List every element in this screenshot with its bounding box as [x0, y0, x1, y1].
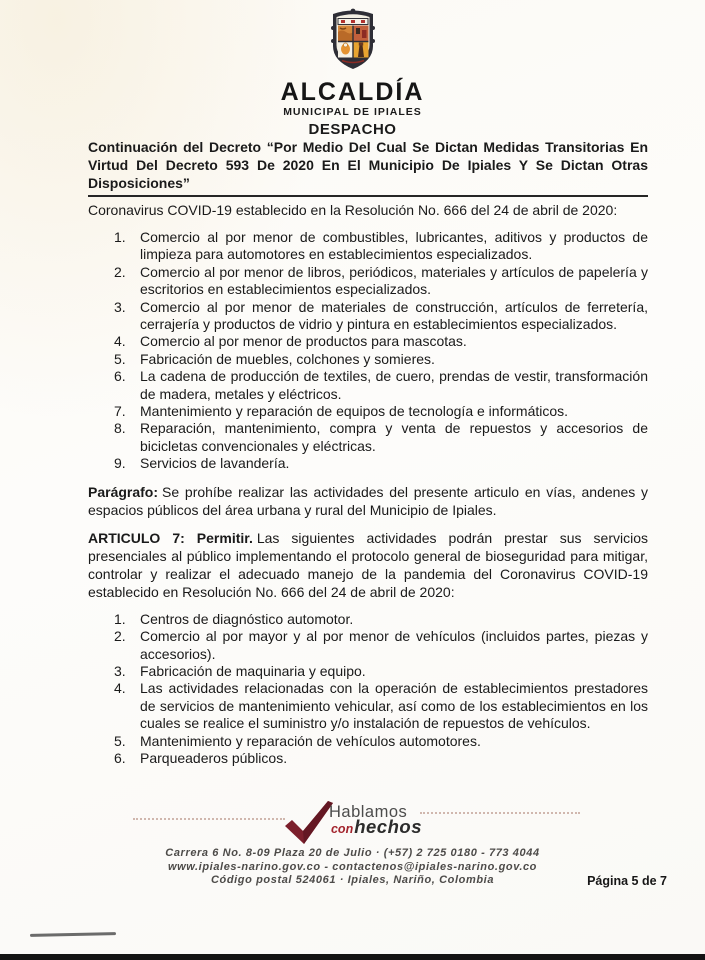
page-number: Página 5 de 7	[587, 874, 667, 888]
permitted-activities-list-2	[88, 611, 648, 768]
list-item: Fabricación de maquinaria y equipo.	[140, 662, 366, 679]
slogan-word-hechos: hechos	[354, 816, 422, 837]
articulo-7-label: ARTICULO 7: Permitir.	[88, 529, 253, 546]
list-item: Comercio al por mayor y al por menor de vehículos (incluidos partes, piezas y accesorios).	[140, 628, 648, 662]
checkmark-icon	[283, 800, 335, 851]
list-item: Parqueaderos públicos.	[140, 749, 288, 766]
letterhead	[0, 0, 705, 138]
paragrafo-text: Se prohíbe realizar las actividades del presente articulo en vías, andenes y espacios públicos del área urbana y rural del Municipio de Ipiales.	[88, 483, 648, 518]
paragrafo-label: Parágrafo:	[88, 483, 159, 500]
list-item: La cadena de producción de textiles, de cuero, prendas de vestir, transformación de madera, metales y eléctricos.	[140, 368, 648, 402]
paragrafo-clause	[88, 483, 648, 519]
hablamos-con-hechos-logo	[0, 796, 705, 851]
list-item: Comercio al por menor de materiales de construcción, artículos de ferretería, cerrajería y productos de vidrio y pintura en establecimientos especializados.	[140, 298, 648, 333]
list-item: Comercio al por menor de productos para mascotas.	[140, 333, 467, 350]
list-item: Comercio al por menor de libros, periódicos, materiales y artículos de papelería y escritorios en establecimientos especializados.	[140, 263, 648, 298]
letterhead-title: ALCALDÍA	[280, 78, 425, 106]
list-item: Fabricación de muebles, colchones y somieres.	[140, 350, 435, 367]
articulo-7-clause	[88, 529, 648, 601]
list-item: Centros de diagnóstico automotor.	[140, 610, 354, 627]
document-body	[88, 138, 648, 767]
footer-address-line-2: www.ipiales-narino.gov.co - contactenos@ipiales-narino.gov.co	[167, 860, 538, 873]
list-item: Reparación, mantenimiento, compra y venta de repuestos y accesorios de bicicletas convencionales y eléctricas.	[140, 420, 648, 454]
list-item: Las actividades relacionadas con la operación de establecimientos prestadores de servicios de mantenimiento vehicular, así como de los establecimientos en los cuales se realice el suministro y/o instalación de repuestos de vehículos.	[140, 680, 648, 732]
scan-edge-bar	[0, 954, 705, 960]
list-item: Comercio al por menor de combustibles, lubricantes, aditivos y productos de limpieza para automotores en establecimientos especializados.	[140, 229, 648, 263]
letterhead-subtitle: MUNICIPAL DE IPIALES	[283, 106, 422, 118]
covid-resolution-intro: Coronavirus COVID-19 establecido en la Resolución No. 666 del 24 de abril de 2020:	[88, 202, 618, 218]
list-item: Mantenimiento y reparación de vehículos automotores.	[140, 732, 481, 749]
footer-address-line-3: Código postal 524061 · Ipiales, Nariño, Colombia	[210, 874, 495, 886]
municipal-coat-of-arms-icon	[324, 8, 382, 77]
footer-address-line-1: Carrera 6 No. 8-09 Plaza 20 de Julio · (+57) 2 725 0180 - 773 4044	[165, 847, 540, 859]
permitted-activities-list-1	[88, 229, 648, 473]
list-item: Mantenimiento y reparación de equipos de tecnología e informáticos.	[140, 403, 569, 420]
scan-smudge-mark	[30, 932, 116, 937]
letterhead-office: DESPACHO	[308, 121, 397, 138]
slogan-word-con: con	[330, 822, 354, 836]
articulo-7-text: Las siguientes actividades podrán prestar sus servicios presenciales al público implementando el protocolo general de bioseguridad para mitigar, controlar y realizar el adecuado manejo de la pandemia del Coronavirus COVID-19 establecido en Resolución No. 666 del 24 de abril de 2020:	[88, 529, 648, 600]
decree-continuation-header: Continuación del Decreto “Por Medio Del Cual Se Dictan Medidas Transitorias En Virtud Del Decreto 593 De 2020 En El Municipio De Ipiales Y Se Dictan Otras Disposiciones”	[88, 138, 648, 197]
slogan-word-hablamos: Hablamos	[328, 803, 408, 821]
list-item: Servicios de lavandería.	[140, 455, 290, 472]
